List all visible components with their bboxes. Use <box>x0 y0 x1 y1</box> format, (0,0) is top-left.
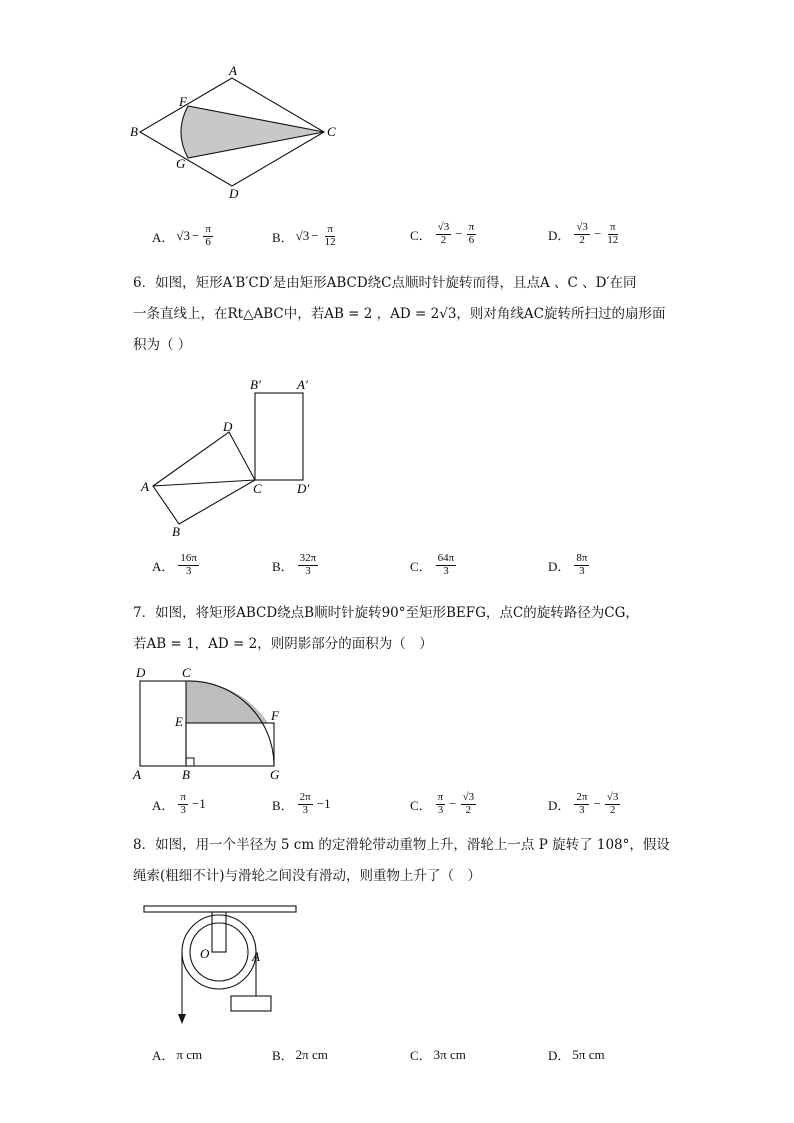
frac-num: π <box>610 221 616 233</box>
q5-option-D-letter: D． <box>548 227 571 243</box>
q6-diagonal-AC <box>153 480 255 486</box>
q6-question <box>133 268 673 361</box>
q8-pulley-mount <box>212 912 226 952</box>
q5-option-B-prefix: √3 <box>295 228 310 244</box>
q6-label-A1: A′ <box>297 377 308 392</box>
q8-option-D-value: 5π cm <box>572 1046 605 1062</box>
q7-text-line2: 若AB = 1，AD = 2，则阴影部分的面积为（ ） <box>133 636 433 652</box>
frac-den: 3 <box>305 564 311 577</box>
frac-den: 6 <box>205 235 211 248</box>
q8-text-line1: 8．如图，用一个半径为 5 cm 的定滑轮带动重物上升，滑轮上一点 P 旋转了 108°，假设 <box>133 837 670 853</box>
q7-option-D-letter: D． <box>548 797 571 813</box>
q5-option-D[interactable] <box>548 222 622 246</box>
frac-num: 8π <box>576 552 588 564</box>
q7-option-A[interactable] <box>152 792 206 816</box>
q5-option-A[interactable] <box>152 224 215 248</box>
q7-question <box>133 598 673 660</box>
q5-option-B-op: − <box>311 228 319 244</box>
q6-rect-rotated <box>255 393 303 480</box>
frac-num: π <box>205 223 211 235</box>
q8-label-O: O <box>200 946 210 961</box>
frac-num: 2π <box>299 791 311 803</box>
q6-rect-ABCD <box>153 432 255 524</box>
q5-option-D-frac2 <box>605 222 620 246</box>
frac-den: 12 <box>607 233 619 246</box>
q5-option-A-op: − <box>192 228 200 244</box>
frac-num: 16π <box>180 552 197 564</box>
frac-num: √3 <box>606 791 619 803</box>
frac-den: 2 <box>440 233 447 246</box>
q8-option-A-value: π cm <box>176 1046 203 1062</box>
q5-figure <box>130 62 350 202</box>
q8-option-B-letter: B． <box>272 1048 294 1063</box>
q7-label-F: F <box>271 708 279 723</box>
q6-figure <box>135 372 335 542</box>
q8-option-A-letter: A． <box>152 1048 175 1063</box>
q5-option-C-frac2 <box>467 222 477 246</box>
q7-option-C-frac2 <box>461 792 477 816</box>
q5-label-C: C <box>327 124 336 139</box>
q7-label-B: B <box>182 767 190 782</box>
frac-num: π <box>327 223 333 235</box>
q8-option-D[interactable] <box>548 1045 605 1064</box>
q5-option-A-prefix: √3 <box>176 228 191 244</box>
q7-option-D-frac2 <box>605 792 621 816</box>
q7-shaded-region <box>186 681 268 723</box>
q6-option-B-letter: B． <box>272 558 294 574</box>
q5-option-C-op: − <box>455 226 463 242</box>
q6-option-C-frac <box>436 553 457 577</box>
frac-den: 6 <box>468 233 475 246</box>
q6-option-C[interactable] <box>410 553 458 577</box>
q7-option-D[interactable] <box>548 792 622 816</box>
q8-text-line2: 绳索(粗细不计)与滑轮之间没有滑动，则重物上升了（ ） <box>133 868 482 884</box>
frac-num: 32π <box>299 552 317 564</box>
q6-option-C-letter: C． <box>410 558 432 574</box>
q8-ceiling-bar <box>144 906 296 912</box>
q8-option-D-letter: D． <box>548 1048 571 1063</box>
q6-label-D1: D′ <box>297 481 310 496</box>
q7-option-B-tail: −1 <box>316 796 331 812</box>
q7-label-G: G <box>270 767 280 782</box>
frac-num: √3 <box>462 791 475 803</box>
frac-num: π <box>468 221 475 233</box>
q7-option-A-tail: −1 <box>191 796 206 812</box>
frac-den: 3 <box>185 564 192 577</box>
q7-option-B[interactable] <box>272 792 331 816</box>
frac-num: π <box>180 791 186 803</box>
q8-option-C[interactable] <box>410 1045 466 1064</box>
q6-option-B[interactable] <box>272 553 320 577</box>
q7-label-A: A <box>133 767 141 782</box>
frac-den: 3 <box>302 803 308 816</box>
q6-label-B1: B′ <box>250 377 261 392</box>
q8-option-C-letter: C． <box>410 1048 432 1063</box>
frac-den: 3 <box>579 803 585 816</box>
q7-option-B-frac <box>298 792 313 816</box>
q5-option-B[interactable] <box>272 224 340 248</box>
q7-option-A-letter: A． <box>152 797 175 813</box>
q5-label-A: A <box>229 63 237 78</box>
q5-label-B: B <box>130 124 138 139</box>
q7-option-A-frac <box>178 792 188 816</box>
q5-option-C-frac1 <box>436 222 452 246</box>
q8-question <box>133 830 673 892</box>
q6-option-D[interactable] <box>548 553 591 577</box>
q6-label-C: C <box>253 481 262 496</box>
frac-num: 2π <box>576 791 588 803</box>
q5-label-G: G <box>176 156 186 171</box>
q7-option-C[interactable] <box>410 792 478 816</box>
q5-option-A-frac <box>203 224 213 248</box>
frac-den: 2 <box>609 803 616 816</box>
q7-label-D: D <box>136 665 146 680</box>
frac-den: 3 <box>180 803 186 816</box>
q7-figure <box>130 664 290 784</box>
frac-den: 3 <box>437 803 444 816</box>
q6-label-A: A <box>141 479 149 494</box>
q7-option-D-frac1 <box>574 792 589 816</box>
frac-num: √3 <box>437 221 450 233</box>
q6-text-line2: 一条直线上，在Rt△ABC中，若AB = 2 ，AD = 2√3，则对角线AC旋转所扫过的扇形面 <box>133 306 666 322</box>
q7-rect-BEFG <box>186 723 274 766</box>
q6-option-D-frac <box>574 553 589 577</box>
q7-option-B-letter: B． <box>272 797 294 813</box>
q6-label-B: B <box>172 524 180 539</box>
frac-den: 3 <box>443 564 449 577</box>
q6-text-line3: 积为（ ） <box>133 337 192 353</box>
q7-text-line1: 7．如图，将矩形ABCD绕点B顺时针旋转90°至矩形BEFG，点C的旋转路径为CG， <box>133 605 639 621</box>
q6-text-line1: 6．如图，矩形A′B′CD′是由矩形ABCD绕C点顺时针旋转而得，且点A 、C 、D′在同 <box>133 275 637 291</box>
frac-den: 2 <box>465 803 472 816</box>
q6-label-D: D <box>223 419 233 434</box>
q7-label-C: C <box>182 665 191 680</box>
q5-option-B-frac <box>323 224 338 248</box>
q8-option-B-value: 2π cm <box>295 1046 328 1062</box>
q5-option-C[interactable] <box>410 222 478 246</box>
q7-option-D-op: − <box>593 796 601 812</box>
frac-den: 12 <box>324 235 336 248</box>
q8-figure <box>140 902 300 1032</box>
q5-label-D: D <box>229 186 239 201</box>
q7-option-C-op: − <box>449 796 457 812</box>
q6-option-A-frac <box>178 553 199 577</box>
q5-option-C-letter: C． <box>410 227 432 243</box>
q6-option-B-frac <box>298 553 319 577</box>
frac-den: 2 <box>579 233 585 246</box>
q5-option-A-letter: A． <box>152 229 175 245</box>
q7-right-angle-mark <box>186 758 194 766</box>
q7-option-C-letter: C． <box>410 797 432 813</box>
q5-label-F: F <box>179 94 187 109</box>
q7-option-C-frac1 <box>436 792 446 816</box>
frac-num: π <box>437 791 444 803</box>
q5-shaded-region <box>181 106 324 158</box>
q6-option-A-letter: A． <box>152 558 175 574</box>
q8-down-arrow <box>178 1014 186 1024</box>
q8-label-A: A <box>252 949 260 964</box>
q6-option-D-letter: D． <box>548 558 571 574</box>
q5-option-D-frac1 <box>574 222 590 246</box>
q8-option-B[interactable] <box>272 1045 328 1064</box>
q8-option-A[interactable] <box>152 1045 202 1064</box>
frac-num: 64π <box>437 552 455 564</box>
q8-weight <box>231 996 271 1011</box>
q7-label-E: E <box>175 714 183 729</box>
q5-option-D-op: − <box>593 226 602 242</box>
frac-num: √3 <box>576 221 588 233</box>
q6-option-A[interactable] <box>152 553 201 577</box>
q5-option-B-letter: B． <box>272 229 294 245</box>
q8-option-C-value: 3π cm <box>433 1046 466 1062</box>
frac-den: 3 <box>579 564 585 577</box>
